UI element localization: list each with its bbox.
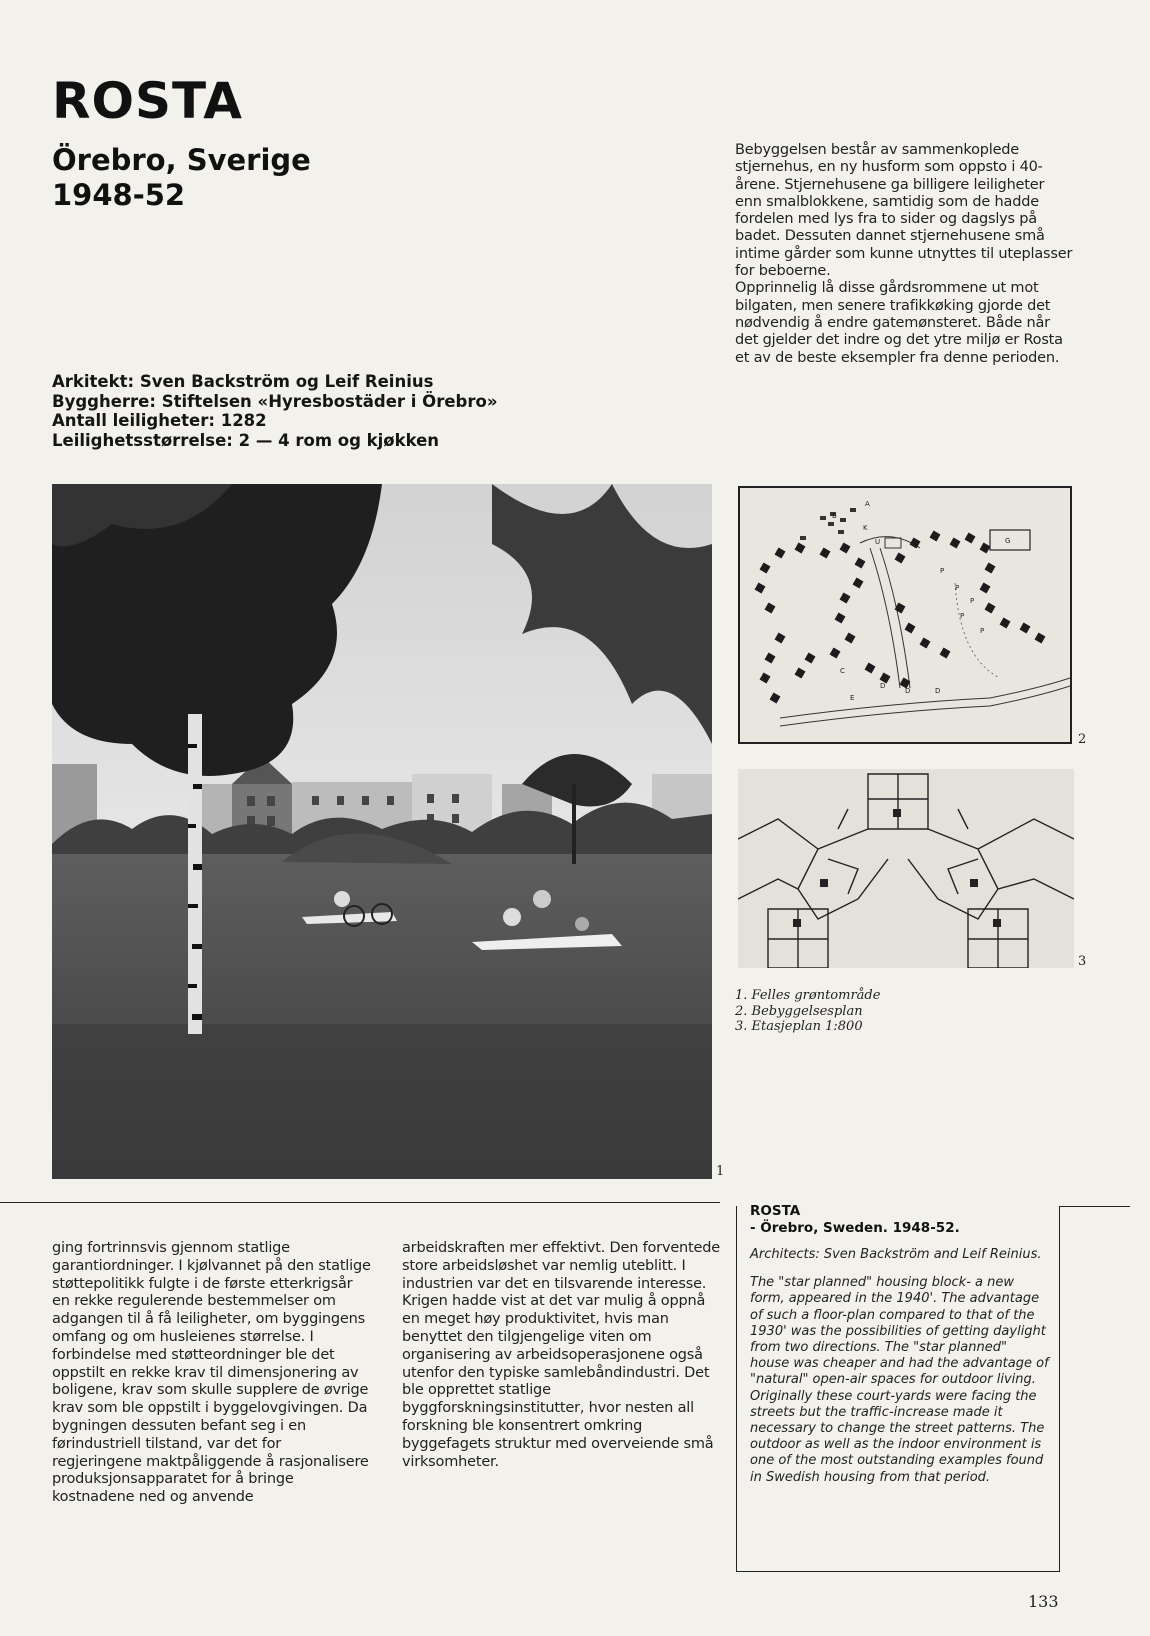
intro-paragraph: Bebyggelsen består av sammenkoplede stjernehus, en ny husform som oppsto i 40-årene. Stjernehusene ga billigere leiligheter enn smalblokkene, samtidig som de hadde fordelen med lys fra to sider og dagslys på badet. Dessuten dannet stjernehusene små intime gårder som kunne utnyttes til uteplasser for beboerne.	[735, 142, 1073, 280]
photo-figure-number: 1	[716, 1164, 725, 1179]
site-plan-label: B	[832, 512, 837, 520]
page-title: ROSTA	[52, 72, 243, 130]
star-house-block	[1035, 633, 1046, 644]
years-text: 1948-52	[52, 178, 186, 212]
star-house-block	[985, 603, 996, 614]
star-house-block	[895, 553, 906, 564]
floor-plan-figure-number: 3	[1078, 954, 1087, 969]
star-house-block	[755, 583, 766, 594]
page-number: 133	[1028, 1592, 1059, 1611]
intro-text	[735, 142, 1075, 367]
site-plan-figure-number: 2	[1078, 732, 1087, 747]
caption-2: 2. Bebyggelsesplan	[735, 1003, 863, 1019]
site-plan-label: D	[905, 687, 911, 695]
star-house-block	[830, 648, 841, 659]
star-house-block	[835, 613, 846, 624]
location-text: Örebro, Sverige	[52, 143, 311, 177]
body-text: arbeidskraften mer effektivt. Den forventede store arbeidsløshet var nemlig uteblitt. I industrien var det en tilsvarende interesse. Krigen hadde vist at det var mulig å oppnå en meget høy produktivitet, hvis man benyttet den tilgjengelige viten om organisering av arbeidsoperasjonene også utenfor den typiske samlebåndindustri. Det ble opprettet statlige byggforskningsinstitutter, hvor nesten all forskning ble konsentrert omkring byggefagets struktur med overveiende små virksomheter.	[402, 1240, 720, 1470]
star-house-block	[840, 593, 851, 604]
site-plan-label: G	[1005, 537, 1011, 545]
summary-architects: Architects: Sven Backström and Leif Reinius.	[750, 1247, 1042, 1262]
fact-architect: Arkitekt: Sven Backström og Leif Reinius	[52, 372, 434, 391]
star-house-block	[775, 633, 786, 644]
floor-plan-drawing	[738, 769, 1074, 968]
floor-plan-figure	[738, 769, 1074, 968]
star-house-block	[820, 548, 831, 559]
intro-paragraph: Opprinnelig lå disse gårdsrommene ut mot bilgaten, men senere trafikkøking gjorde det nødvendig å endre gatemønsteret. Både når det gjelder det indre og det ytre miljø er Rosta et av de beste eksempler fra denne perioden.	[735, 280, 1063, 366]
star-house-block	[853, 578, 864, 589]
summary-title: ROSTA	[750, 1203, 801, 1219]
site-plan-label: P	[980, 627, 985, 635]
star-house-block	[965, 533, 976, 544]
star-house-block	[765, 653, 776, 664]
star-house-block	[845, 633, 856, 644]
summary-text: The "star planned" housing block- a new form, appeared in the 1940'. The advantage of such a floor-plan compared to that of the 1930' was the possibilities of getting daylight from two directions. The "star planned" house was cheaper and had the advantage of "natural" open-air spaces for outdoor living. Originally these court-yards were facing the streets but the traffic-increase made it necessary to change the street patterns. The outdoor as well as the indoor environment is one of the most outstanding examples found in Swedish housing from that period.	[750, 1275, 1049, 1485]
body-column-2	[402, 1240, 722, 1471]
caption-1: 1. Felles grøntområde	[735, 988, 881, 1003]
site-plan-label: P	[960, 612, 965, 620]
site-plan-label: A	[865, 500, 870, 508]
star-house-block	[980, 543, 991, 554]
star-house-block	[805, 653, 816, 664]
location-heading	[52, 143, 311, 213]
star-house-block	[950, 538, 961, 549]
site-plan-label: E	[850, 694, 855, 702]
star-house-block	[795, 668, 806, 679]
site-plan-label: K	[863, 524, 868, 532]
star-house-block	[985, 563, 996, 574]
park-scene-image	[52, 484, 712, 1179]
site-plan-label: U	[875, 538, 881, 546]
summary-subtitle: - Örebro, Sweden. 1948-52.	[750, 1220, 960, 1236]
star-house-block	[905, 623, 916, 634]
green-area-photo	[52, 484, 712, 1179]
star-house-block	[1020, 623, 1031, 634]
fact-apartments: Antall leiligheter: 1282	[52, 411, 267, 430]
star-house-block	[760, 563, 771, 574]
star-house-block	[765, 603, 776, 614]
site-plan-label: D	[880, 682, 886, 690]
site-plan-label: P	[955, 584, 960, 592]
star-house-block	[795, 543, 806, 554]
star-house-block	[760, 673, 771, 684]
fact-sizes: Leilighetsstørrelse: 2 — 4 rom og kjøkken	[52, 430, 440, 450]
star-house-block	[770, 693, 781, 704]
divider-rule	[1060, 1206, 1130, 1207]
summary-body	[750, 1247, 1050, 1486]
star-house-block	[855, 558, 866, 569]
site-plan-label: C	[840, 667, 845, 675]
body-column-1	[52, 1240, 372, 1507]
site-plan-label: D	[935, 687, 941, 695]
project-facts	[52, 372, 692, 450]
star-house-block	[840, 543, 851, 554]
site-plan-label: P	[940, 567, 945, 575]
site-plan-drawing	[740, 488, 1070, 742]
site-plan-figure	[738, 486, 1072, 744]
figure-captions	[735, 988, 1035, 1035]
divider-rule	[0, 1202, 720, 1203]
body-text: ging fortrinnsvis gjennom statlige garantiordninger. I kjølvannet på den statlige støttepolitikk fulgte i de første etterkrigsår en rekke regulerende bestemmelser om adgangen til å få leiligheter, om byggingens omfang og om husleienes størrelse. I forbindelse med støtteordninger ble det oppstilt en rekke krav til dimensjonering av boligene, krav som skulle supplere de øvrige krav som ble oppstilt i byggelovgivingen. Da bygningen dessuten befant seg i en førindustriell tilstand, var det for regjeringene maktpåliggende å rasjonalisere produksjonsapparatet for å bringe kostnadene ned og anvende	[52, 1240, 371, 1506]
star-house-block	[980, 583, 991, 594]
summary-heading	[750, 1203, 1040, 1237]
caption-3: 3. Etasjeplan 1:800	[735, 1019, 863, 1034]
site-plan-label: P	[970, 597, 975, 605]
star-house-block	[895, 603, 906, 614]
star-house-block	[940, 648, 951, 659]
star-house-block	[930, 531, 941, 542]
star-house-block	[775, 548, 786, 559]
star-house-block	[920, 638, 931, 649]
star-house-block	[865, 663, 876, 674]
fact-client: Byggherre: Stiftelsen «Hyresbostäder i Örebro»	[52, 391, 498, 411]
star-house-block	[1000, 618, 1011, 629]
